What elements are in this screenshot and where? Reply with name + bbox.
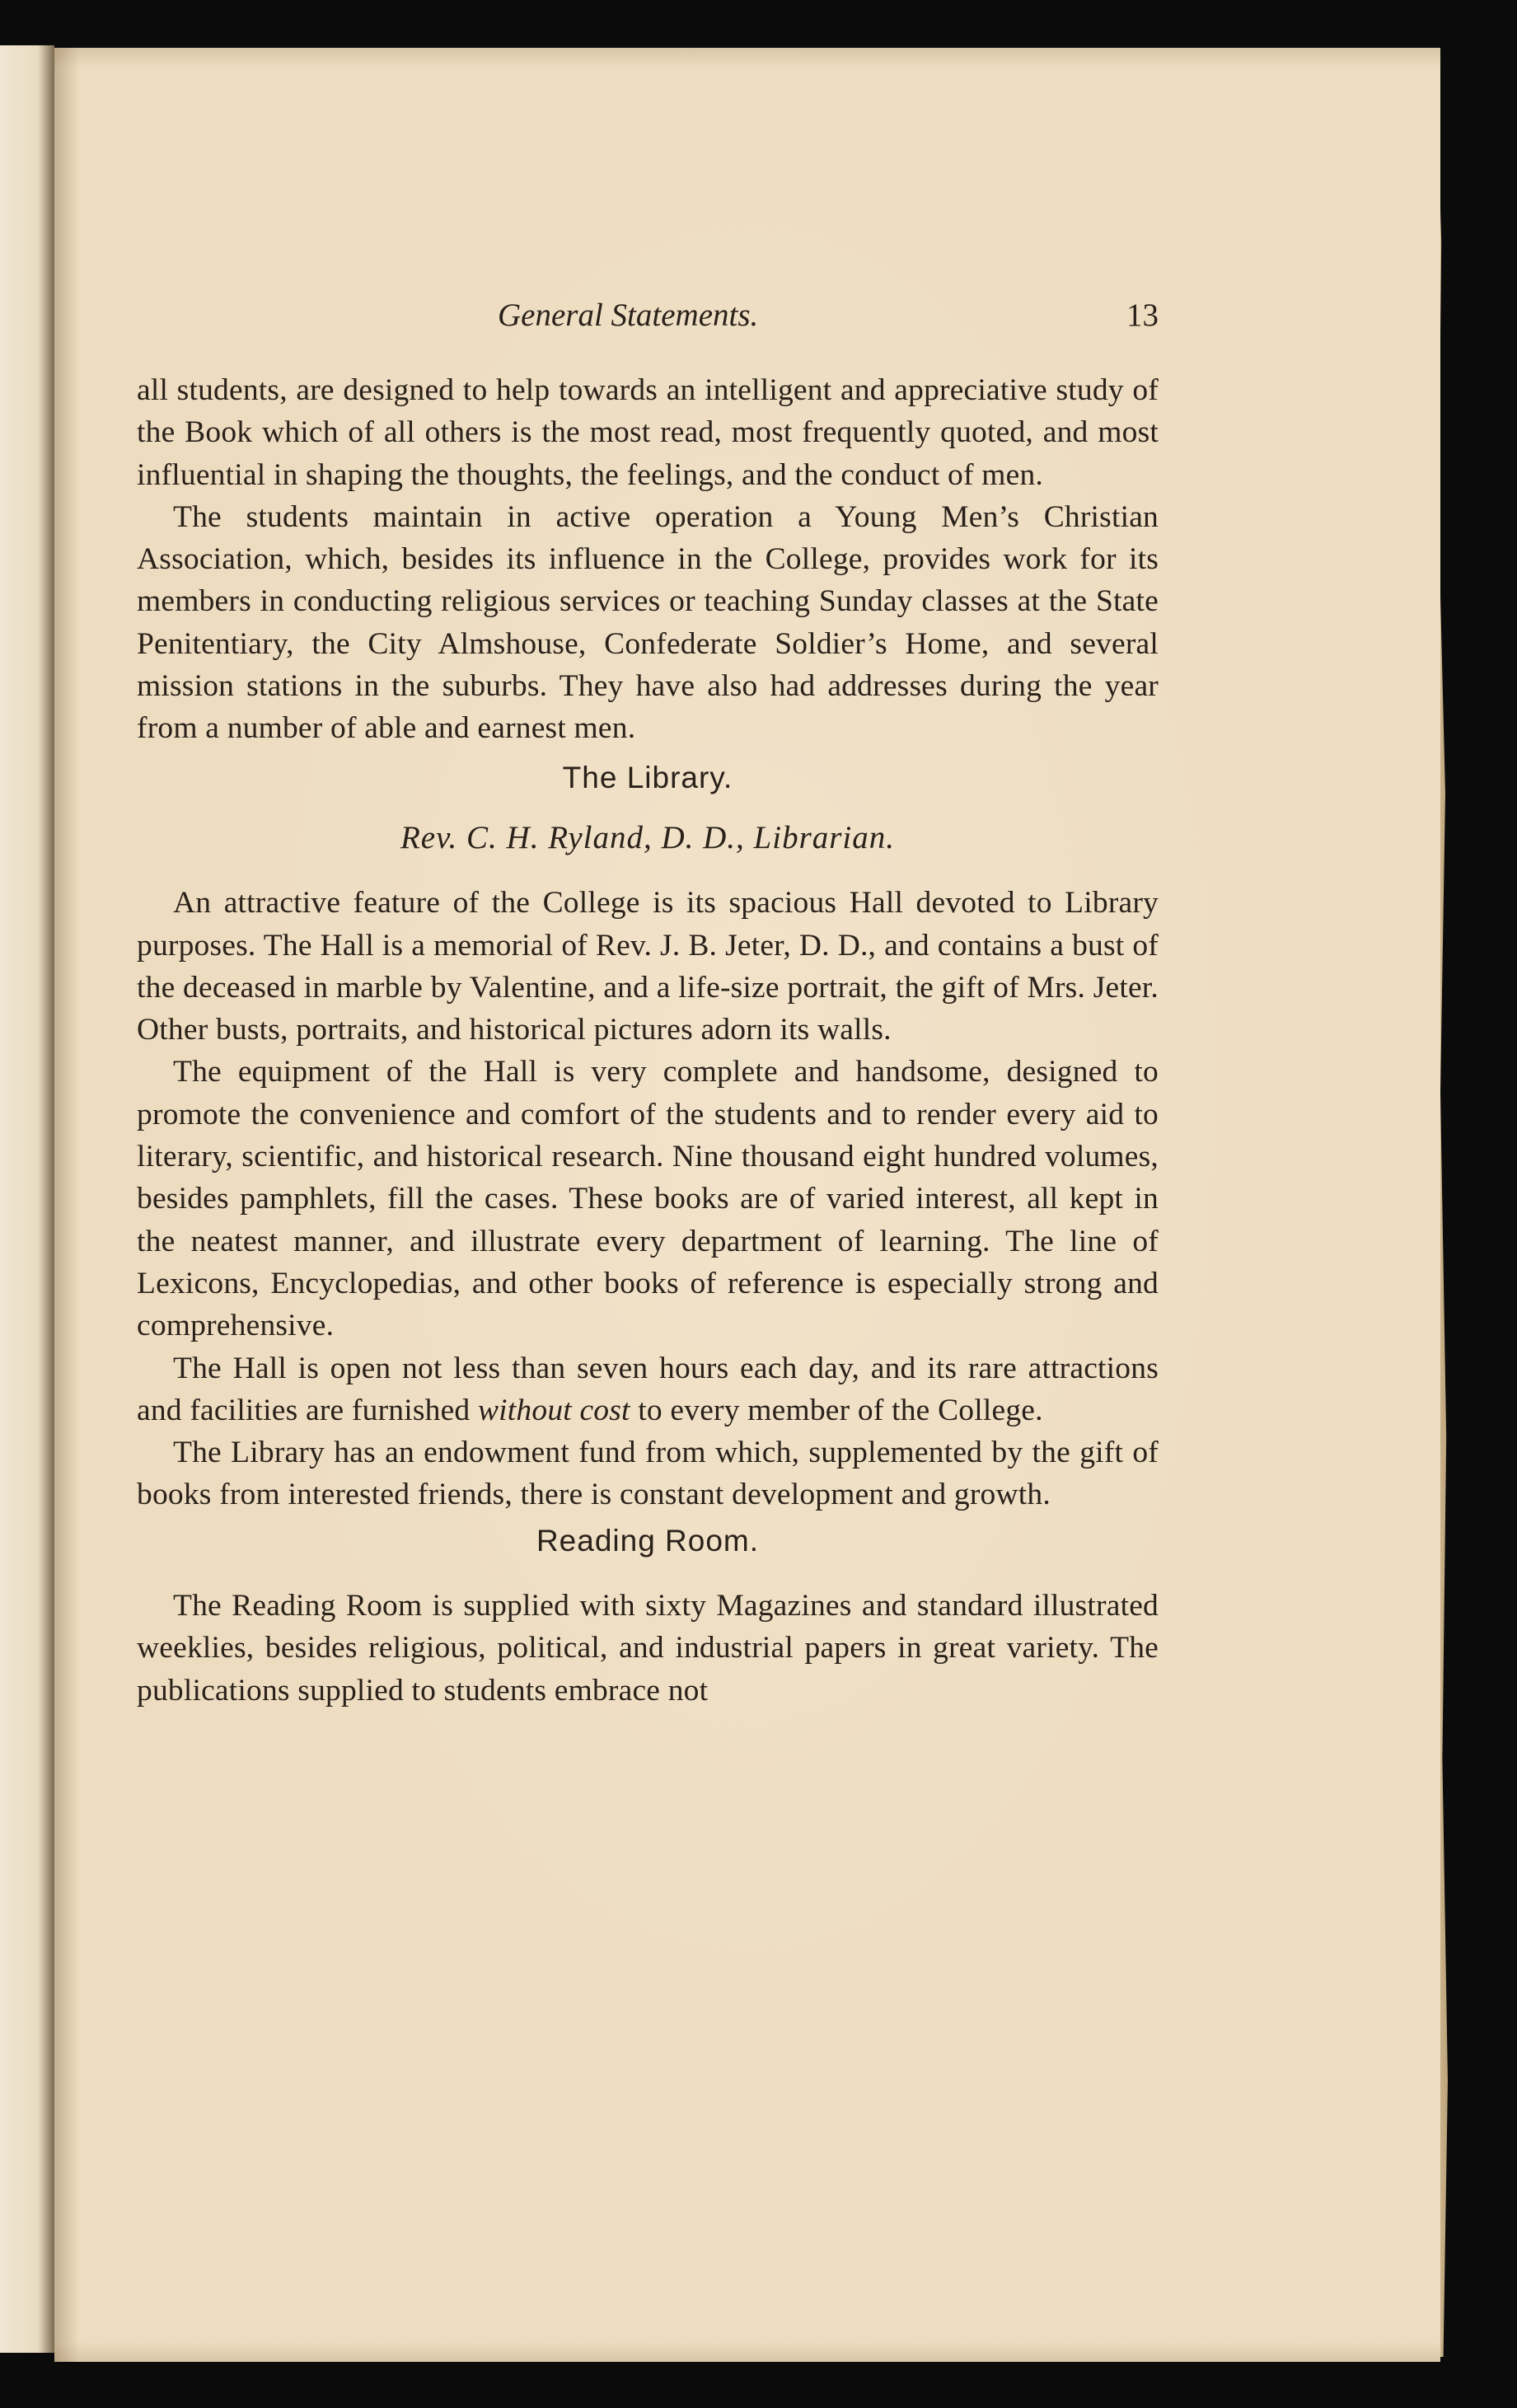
- paragraph-ymca: The students maintain in active operation a Young Men’s Christian Association, which, besides its influence in the College, provides work for its members in conducting religious services or teaching Sunday classes at the State Penitentiary, the City Almshouse, Confederate Soldier’s Home, and several mission stations in the suburbs. They have also had addresses during the year from a number of able and earnest men.: [137, 499, 1159, 746]
- paragraph-hours: [137, 1347, 1159, 1432]
- paragraph-hours-start: The Hall is open not less than seven hours each day, and its rare attractions and facilities are furnished: [137, 1351, 1159, 1427]
- paragraph-equipment: The equipment of the Hall is very complete and handsome, designed to promote the convenience and comfort of the students and to render every aid to literary, scientific, and historical research. Nine thousand eight hundred volumes, besides pamphlets, fill the cases. These books are of varied interest, all kept in the neatest manner, and illustrate every department of learning. The line of Lexicons, Encyclopedias, and other books of reference is especially strong and comprehensive.: [137, 1055, 1159, 1343]
- librarian-byline: Rev. C. H. Ryland, D. D., Librarian.: [400, 819, 896, 855]
- section-heading-reading-room: Reading Room.: [536, 1523, 760, 1558]
- paragraph-library-hall: An attractive feature of the College is its spacious Hall devoted to Library purposes. The Hall is a memorial of Rev. J. B. Jeter, D. D., and contains a bust of the deceased in marble by Valentine, and a life-size portrait, the gift of Mrs. Jeter. Other busts, portraits, and historical pictures adorn its walls.: [137, 886, 1159, 1047]
- page-number: 13: [1126, 297, 1159, 333]
- paragraph-endowment: The Library has an endowment fund from which, supplemented by the gift of books from interested friends, there is constant development and growth.: [137, 1436, 1159, 1512]
- running-header: [137, 297, 1159, 338]
- running-title: General Statements.: [498, 297, 759, 333]
- paragraph-hours-italic: without cost: [477, 1393, 630, 1427]
- facing-page-edge: [0, 45, 54, 2353]
- paragraph-hours-end: to every member of the College.: [638, 1393, 1043, 1427]
- section-heading-library: The Library.: [562, 760, 733, 794]
- paragraph-continued: all students, are designed to help towards an intelligent and appreciative study of the Book which of all others is the most read, most frequently quoted, and most influential in shaping the thoughts, the feelings, and the conduct of men.: [137, 373, 1159, 492]
- paragraph-reading-room: The Reading Room is supplied with sixty Magazines and standard illustrated weeklies, besides religious, political, and industrial papers in great variety. The publications supplied to students embrace not: [137, 1589, 1159, 1708]
- page-body: [137, 369, 1159, 1712]
